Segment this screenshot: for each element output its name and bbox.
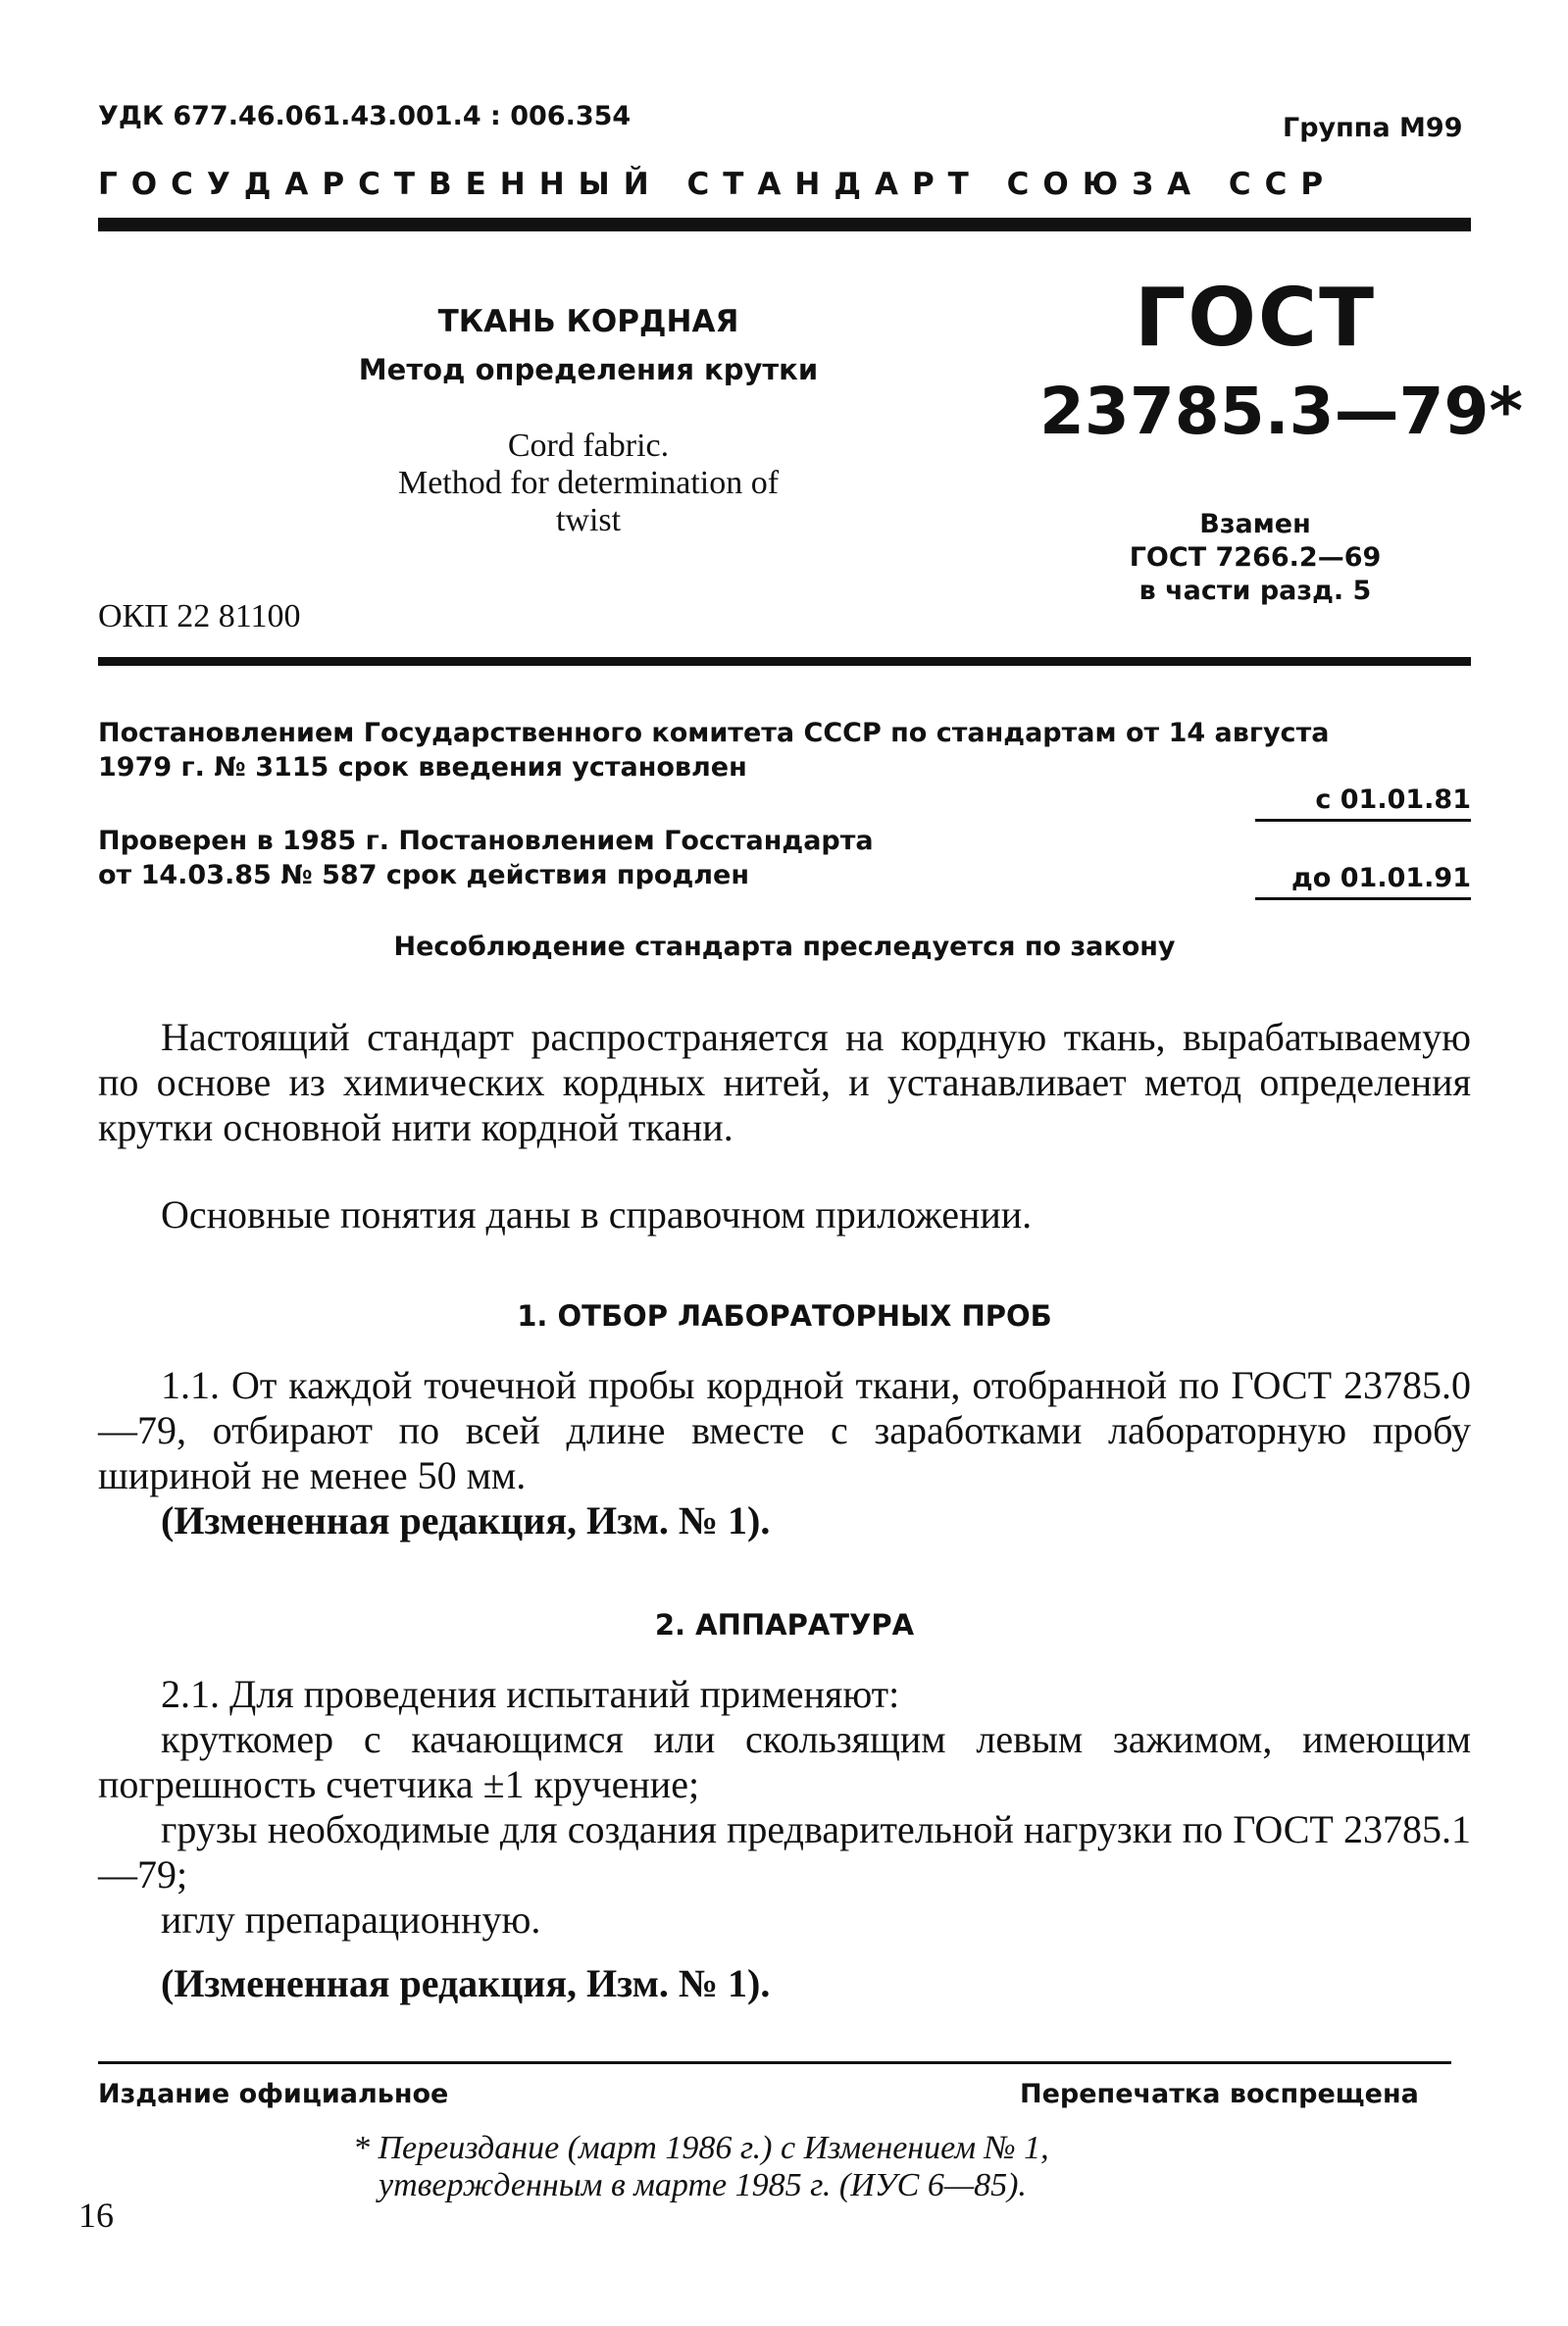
gost-block (1039, 272, 1523, 608)
checked-line-1: Проверен в 1985 г. Постановлением Госстандарта (98, 826, 874, 856)
edition-label: Издание официальное (98, 2079, 449, 2109)
footnote-line-1: * Переиздание (март 1986 г.) с Изменением № 1, (353, 2130, 1049, 2166)
gost-label: ГОСТ (1134, 272, 1377, 365)
section-1-1-paragraph: 1.1. От каждой точечной пробы кордной ткани, отобранной по ГОСТ 23785.0—79, отбирают по всей длине вместе с заработками лабораторную пробу шириной не менее 50 мм. (98, 1363, 1471, 1497)
title-block (304, 304, 873, 539)
apparatus-item-twist-tester: круткомер с качающимся или скользящим левым зажимом, имеющим погрешность счетчика ±1 кручение; (98, 1717, 1471, 1806)
replaces-line-3: в части разд. 5 (1138, 576, 1372, 606)
effective-date: с 01.01.81 (1255, 784, 1471, 822)
checked-line-2: от 14.03.85 № 587 срок действия продлен (98, 860, 749, 890)
section-1-heading: 1. ОТБОР ЛАБОРАТОРНЫХ ПРОБ (517, 1299, 1052, 1333)
checked-text (98, 824, 941, 892)
title-ru: ТКАНЬ КОРДНАЯ (437, 304, 739, 339)
header-divider (98, 218, 1471, 231)
reprint-notice: Перепечатка воспрещена (1020, 2079, 1419, 2109)
udk-code: УДК 677.46.061.43.001.4 : 006.354 (98, 101, 632, 131)
intro-note: Основные понятия даны в справочном приложении. (161, 1192, 1033, 1237)
subtitle-ru: Метод определения крутки (358, 353, 819, 386)
footer-divider (98, 2061, 1451, 2064)
title-en-line-2: Method for determination of (397, 465, 780, 501)
replaces-line-2: ГОСТ 7266.2—69 (1129, 542, 1382, 573)
title-en-line-1: Cord fabric. (507, 428, 670, 464)
gost-number: 23785.3—79* (1039, 374, 1523, 449)
section-2-1-paragraph: 2.1. Для проведения испытаний применяют: (161, 1672, 900, 1716)
footnote-line-2: утвержденным в марте 1985 г. (ИУС 6—85). (379, 2167, 1027, 2203)
replaces-block (1039, 508, 1471, 608)
decree-text (98, 716, 1471, 784)
decree-line-2: 1979 г. № 3115 срок введения установлен (98, 752, 747, 783)
decree-line-1: Постановлением Государственного комитета СССР по стандартам от 14 августа (98, 718, 1330, 748)
legal-notice: Несоблюдение стандарта преследуется по закону (393, 932, 1176, 962)
section-2-1-block (98, 1672, 1471, 1943)
expiry-date: до 01.01.91 (1255, 863, 1471, 900)
intro-paragraph: Настоящий стандарт распространяется на кордную ткань, вырабатываемую по основе из химических кордных нитей, и устанавливает метод определения крутки основной нити кордной ткани. (98, 1015, 1471, 1149)
apparatus-item-weights: грузы необходимые для создания предварительной нагрузки по ГОСТ 23785.1—79; (98, 1807, 1471, 1896)
section-2-heading: 2. АППАРАТУРА (654, 1608, 915, 1642)
section-1-amendment: (Измененная редакция, Изм. № 1). (161, 1498, 771, 1542)
reissue-footnote (353, 2130, 1334, 2204)
replaces-line-1: Взамен (1199, 509, 1311, 539)
page-number: 16 (78, 2196, 114, 2235)
title-divider (98, 657, 1471, 666)
state-standard-heading: ГОСУДАРСТВЕННЫЙ СТАНДАРТ СОЮЗА ССР (98, 167, 1338, 202)
okp-code: ОКП 22 81100 (98, 598, 301, 634)
group-code: Группа М99 (1283, 113, 1463, 143)
title-en-line-3: twist (555, 502, 622, 538)
section-2-amendment: (Измененная редакция, Изм. № 1). (161, 1961, 771, 2005)
apparatus-item-needle: иглу препарационную. (161, 1897, 541, 1942)
